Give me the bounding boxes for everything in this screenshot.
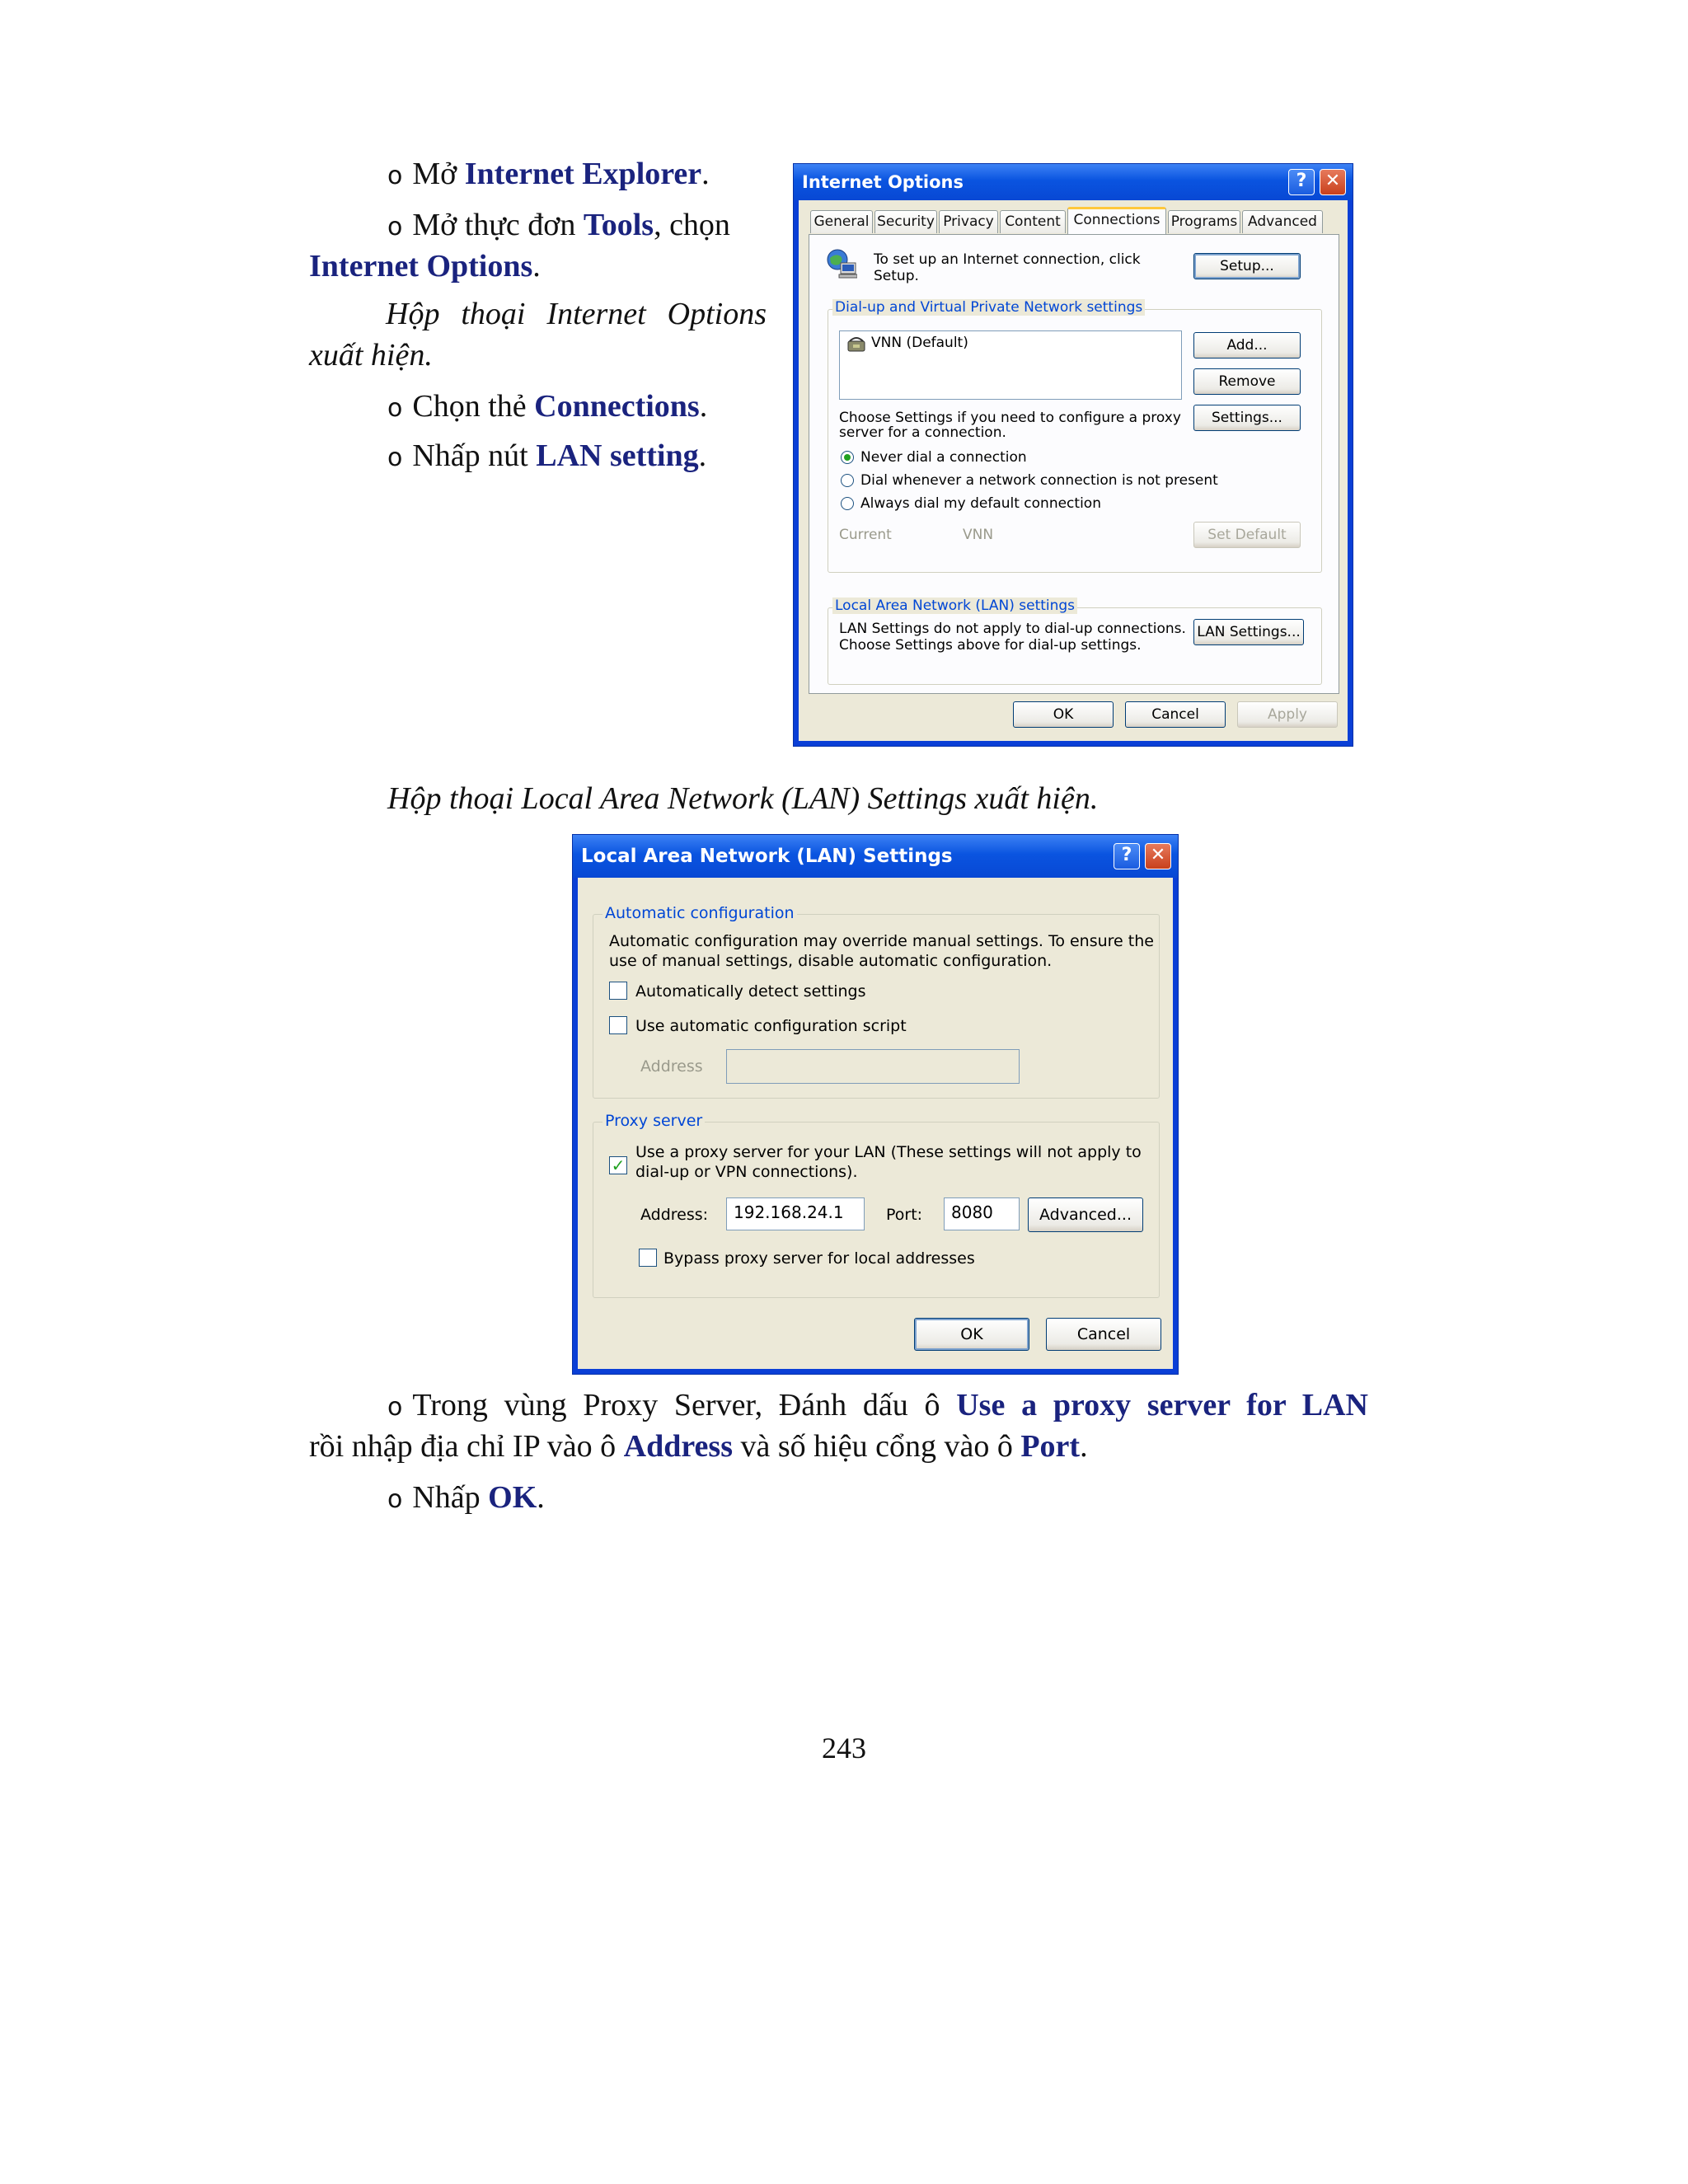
- auto-script-checkbox[interactable]: [609, 1016, 627, 1034]
- close-icon[interactable]: ✕: [1320, 169, 1346, 195]
- radio-dial-whenever[interactable]: [841, 474, 854, 487]
- lan-settings-window: [572, 834, 1179, 1375]
- lan-ok-button[interactable]: OK: [914, 1318, 1029, 1351]
- settings-text-2: server for a connection.: [839, 424, 1006, 441]
- tab-programs[interactable]: Programs: [1168, 210, 1240, 233]
- radio-always-dial-label: Always dial my default connection: [860, 495, 1101, 512]
- lan-text-1: LAN Settings do not apply to dial-up connections.: [839, 621, 1186, 637]
- connection-list[interactable]: [839, 330, 1182, 400]
- advanced-button[interactable]: Advanced...: [1028, 1197, 1143, 1232]
- remove-button[interactable]: Remove: [1193, 368, 1301, 395]
- bottom-step-proxy-cont: rồi nhập địa chỉ IP vào ô Address và số hiệu cổng vào ô Port.: [309, 1429, 1088, 1464]
- radio-always-dial[interactable]: [841, 497, 854, 510]
- tab-connections[interactable]: Connections: [1067, 207, 1166, 234]
- help-icon[interactable]: ?: [1288, 169, 1315, 195]
- use-proxy-checkbox[interactable]: ✓: [609, 1156, 627, 1174]
- connections-page: [809, 234, 1339, 694]
- step-lan-setting: o Nhấp nút LAN setting.: [387, 438, 707, 473]
- step-open-ie: o Mở Internet Explorer.: [387, 157, 710, 191]
- lan-help-icon[interactable]: ?: [1114, 843, 1140, 869]
- setup-text-1: To set up an Internet connection, click: [874, 251, 1141, 268]
- internet-options-title: Internet Options: [802, 172, 964, 192]
- apply-button[interactable]: Apply: [1237, 701, 1338, 728]
- tab-advanced[interactable]: Advanced: [1242, 210, 1323, 233]
- lan-titlebar: [573, 835, 1178, 878]
- lan-cancel-button[interactable]: Cancel: [1046, 1318, 1161, 1351]
- lan-legend: Local Area Network (LAN) settings: [832, 598, 1077, 614]
- auto-detect-checkbox[interactable]: [609, 982, 627, 1000]
- auto-text-2: use of manual settings, disable automatic configuration.: [609, 952, 1053, 970]
- auto-address-input[interactable]: [726, 1049, 1020, 1084]
- auto-detect-label: Automatically detect settings: [635, 982, 866, 1001]
- dialog-appears-line1: Hộp thoại Internet Options: [386, 297, 767, 331]
- internet-options-titlebar: [794, 164, 1353, 200]
- add-button[interactable]: Add...: [1193, 332, 1301, 359]
- tab-content[interactable]: Content: [1000, 210, 1066, 233]
- use-proxy-label-1: Use a proxy server for your LAN (These settings will not apply to: [635, 1143, 1142, 1161]
- lan-title: Local Area Network (LAN) Settings: [581, 846, 953, 867]
- use-proxy-label-2: dial-up or VPN connections).: [635, 1163, 858, 1181]
- step-connections: o Chọn thẻ Connections.: [387, 389, 708, 424]
- proxy-address-input[interactable]: 192.168.24.1: [726, 1197, 865, 1230]
- bottom-step-proxy: o Trong vùng Proxy Server, Đánh dấu ô Use a proxy server for LAN: [387, 1388, 1368, 1422]
- ok-button[interactable]: OK: [1013, 701, 1114, 728]
- lan-settings-button[interactable]: LAN Settings...: [1193, 619, 1304, 645]
- cancel-button[interactable]: Cancel: [1125, 701, 1226, 728]
- dialup-legend: Dial-up and Virtual Private Network settings: [832, 299, 1145, 316]
- globe-computer-icon: [826, 248, 857, 279]
- proxy-address-label: Address:: [640, 1206, 709, 1224]
- current-value: VNN: [963, 527, 994, 543]
- auto-config-legend: Automatic configuration: [603, 904, 797, 922]
- bypass-checkbox[interactable]: [639, 1249, 657, 1267]
- bypass-label: Bypass proxy server for local addresses: [663, 1249, 975, 1268]
- lan-client: [578, 878, 1173, 1369]
- auto-script-label: Use automatic configuration script: [635, 1017, 907, 1035]
- connection-item-vnn[interactable]: VNN (Default): [871, 335, 968, 351]
- internet-options-client: [799, 200, 1348, 741]
- radio-dial-whenever-label: Dial whenever a network connection is not present: [860, 472, 1218, 489]
- step-open-tools: o Mở thực đơn Tools, chọn: [387, 208, 730, 242]
- dialup-connection-icon: [846, 335, 866, 353]
- tab-privacy[interactable]: Privacy: [939, 210, 998, 233]
- port-label: Port:: [886, 1206, 923, 1224]
- auto-text-1: Automatic configuration may override manual settings. To ensure the: [609, 932, 1154, 950]
- bottom-step-ok: o Nhấp OK.: [387, 1480, 545, 1515]
- radio-never-dial-label: Never dial a connection: [860, 449, 1027, 466]
- settings-text-1: Choose Settings if you need to configure a proxy: [839, 410, 1181, 426]
- setup-button[interactable]: Setup...: [1193, 253, 1301, 279]
- lan-caption: Hộp thoại Local Area Network (LAN) Settings xuất hiện.: [387, 781, 1099, 816]
- step-internet-options: Internet Options.: [309, 249, 541, 284]
- radio-never-dial[interactable]: [841, 451, 854, 464]
- proxy-legend: Proxy server: [603, 1112, 705, 1130]
- current-label: Current: [839, 527, 892, 543]
- tab-general[interactable]: General: [810, 210, 873, 233]
- page-number: 243: [822, 1732, 866, 1765]
- lan-text-2: Choose Settings above for dial-up settings.: [839, 637, 1142, 654]
- port-input[interactable]: 8080: [944, 1197, 1020, 1230]
- auto-address-label: Address: [640, 1057, 703, 1076]
- tab-security[interactable]: Security: [874, 210, 937, 233]
- setup-text-2: Setup.: [874, 268, 919, 284]
- lan-close-icon[interactable]: ✕: [1145, 843, 1171, 869]
- set-default-button[interactable]: Set Default: [1193, 522, 1301, 548]
- internet-options-window: [793, 163, 1353, 747]
- settings-button[interactable]: Settings...: [1193, 405, 1301, 431]
- dialog-appears-line2: xuất hiện.: [309, 338, 433, 373]
- tab-strip: [810, 210, 1342, 235]
